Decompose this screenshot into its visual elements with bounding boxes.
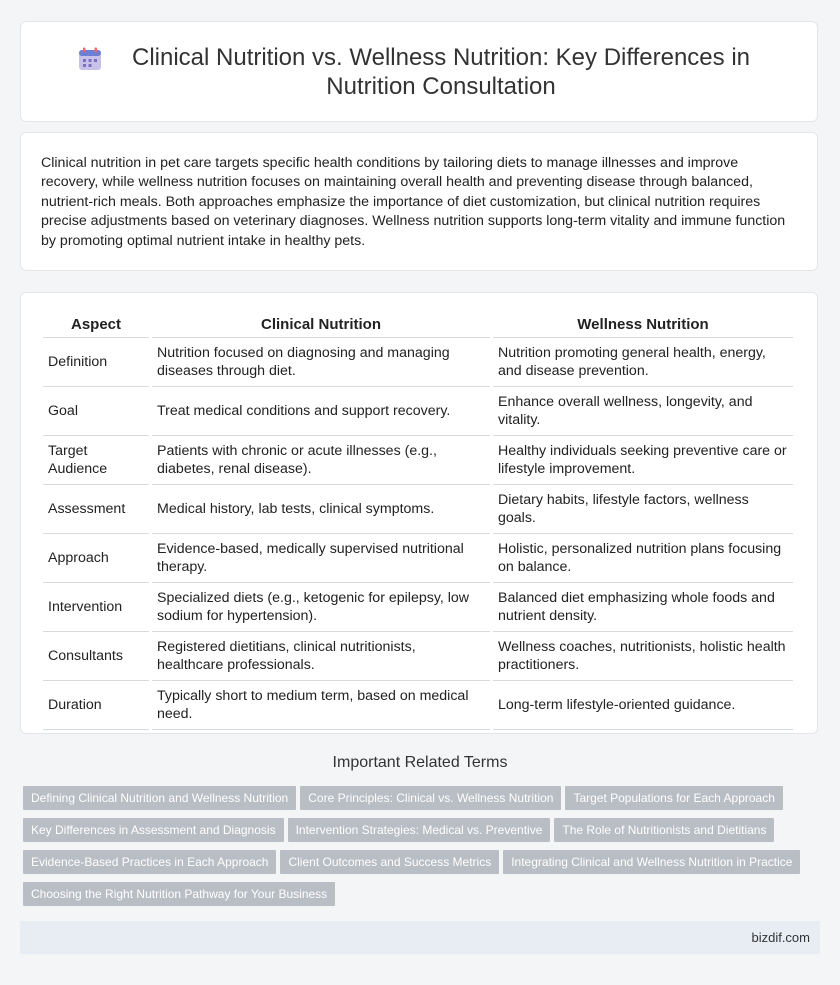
header-card (20, 21, 818, 122)
wellness-cell: Balanced diet emphasizing whole foods and nutrient density. (493, 583, 793, 632)
aspect-cell: Definition (43, 338, 149, 387)
related-term-tag[interactable]: Defining Clinical Nutrition and Wellness Nutrition (23, 786, 296, 810)
wellness-cell: Dietary habits, lifestyle factors, wellness goals. (493, 485, 793, 534)
clinical-cell: Patients with chronic or acute illnesses (e.g., diabetes, renal disease). (152, 436, 490, 485)
wellness-cell: Long-term lifestyle-oriented guidance. (493, 681, 793, 730)
related-term-tag[interactable]: Core Principles: Clinical vs. Wellness Nutrition (300, 786, 561, 810)
wellness-cell: Wellness coaches, nutritionists, holistic health practitioners. (493, 632, 793, 681)
aspect-cell: Goal (43, 387, 149, 436)
aspect-cell: Duration (43, 681, 149, 730)
calendar-icon (77, 46, 103, 72)
clinical-cell: Evidence-based, medically supervised nutritional therapy. (152, 534, 490, 583)
header-wellness: Wellness Nutrition (493, 311, 793, 338)
page-title: Clinical Nutrition vs. Wellness Nutrition: Key Differences in Nutrition Consultation (131, 43, 750, 100)
related-terms-list (23, 786, 823, 914)
clinical-cell: Nutrition focused on diagnosing and managing diseases through diet. (152, 338, 490, 387)
wellness-cell: Nutrition promoting general health, energy, and disease prevention. (493, 338, 793, 387)
table-row (43, 338, 793, 387)
related-term-tag[interactable]: Client Outcomes and Success Metrics (280, 850, 499, 874)
table-row (43, 485, 793, 534)
aspect-cell: Consultants (43, 632, 149, 681)
table-header-row (43, 311, 793, 338)
related-term-tag[interactable]: Integrating Clinical and Wellness Nutrition in Practice (503, 850, 800, 874)
comparison-table (40, 311, 796, 730)
aspect-cell: Intervention (43, 583, 149, 632)
related-terms-title: Important Related Terms (332, 754, 508, 771)
clinical-cell: Medical history, lab tests, clinical symptoms. (152, 485, 490, 534)
header-clinical: Clinical Nutrition (152, 311, 490, 338)
intro-card (20, 132, 818, 271)
intro-text: Clinical nutrition in pet care targets specific health conditions by tailoring diets to manage illnesses and improve recovery, while wellness nutrition focuses on maintaining overall health and preventing disease through balanced, nutrient-rich meals. Both approaches emphasize the importance of diet customization, but clinical nutrition requires precise adjustments based on veterinary diagnoses. Wellness nutrition supports long-term vitality and immune function by promoting optimal nutrient intake in healthy pets. (41, 155, 786, 249)
related-term-tag[interactable]: Target Populations for Each Approach (565, 786, 782, 810)
header-aspect: Aspect (43, 311, 149, 338)
aspect-cell: Approach (43, 534, 149, 583)
wellness-cell: Healthy individuals seeking preventive care or lifestyle improvement. (493, 436, 793, 485)
related-term-tag[interactable]: Evidence-Based Practices in Each Approach (23, 850, 276, 874)
table-row (43, 583, 793, 632)
related-term-tag[interactable]: Key Differences in Assessment and Diagnosis (23, 818, 284, 842)
wellness-cell: Holistic, personalized nutrition plans focusing on balance. (493, 534, 793, 583)
clinical-cell: Typically short to medium term, based on medical need. (152, 681, 490, 730)
related-term-tag[interactable]: Intervention Strategies: Medical vs. Preventive (288, 818, 551, 842)
comparison-table-card (20, 292, 818, 734)
clinical-cell: Specialized diets (e.g., ketogenic for epilepsy, low sodium for hypertension). (152, 583, 490, 632)
table-row (43, 534, 793, 583)
table-row (43, 436, 793, 485)
clinical-cell: Treat medical conditions and support recovery. (152, 387, 490, 436)
table-row (43, 681, 793, 730)
clinical-cell: Registered dietitians, clinical nutritionists, healthcare professionals. (152, 632, 490, 681)
related-term-tag[interactable]: Choosing the Right Nutrition Pathway for Your Business (23, 882, 335, 906)
table-row (43, 387, 793, 436)
wellness-cell: Enhance overall wellness, longevity, and vitality. (493, 387, 793, 436)
aspect-cell: Target Audience (43, 436, 149, 485)
table-row (43, 632, 793, 681)
aspect-cell: Assessment (43, 485, 149, 534)
footer (20, 921, 820, 954)
footer-brand[interactable]: bizdif.com (751, 930, 810, 945)
related-term-tag[interactable]: The Role of Nutritionists and Dietitians (554, 818, 774, 842)
